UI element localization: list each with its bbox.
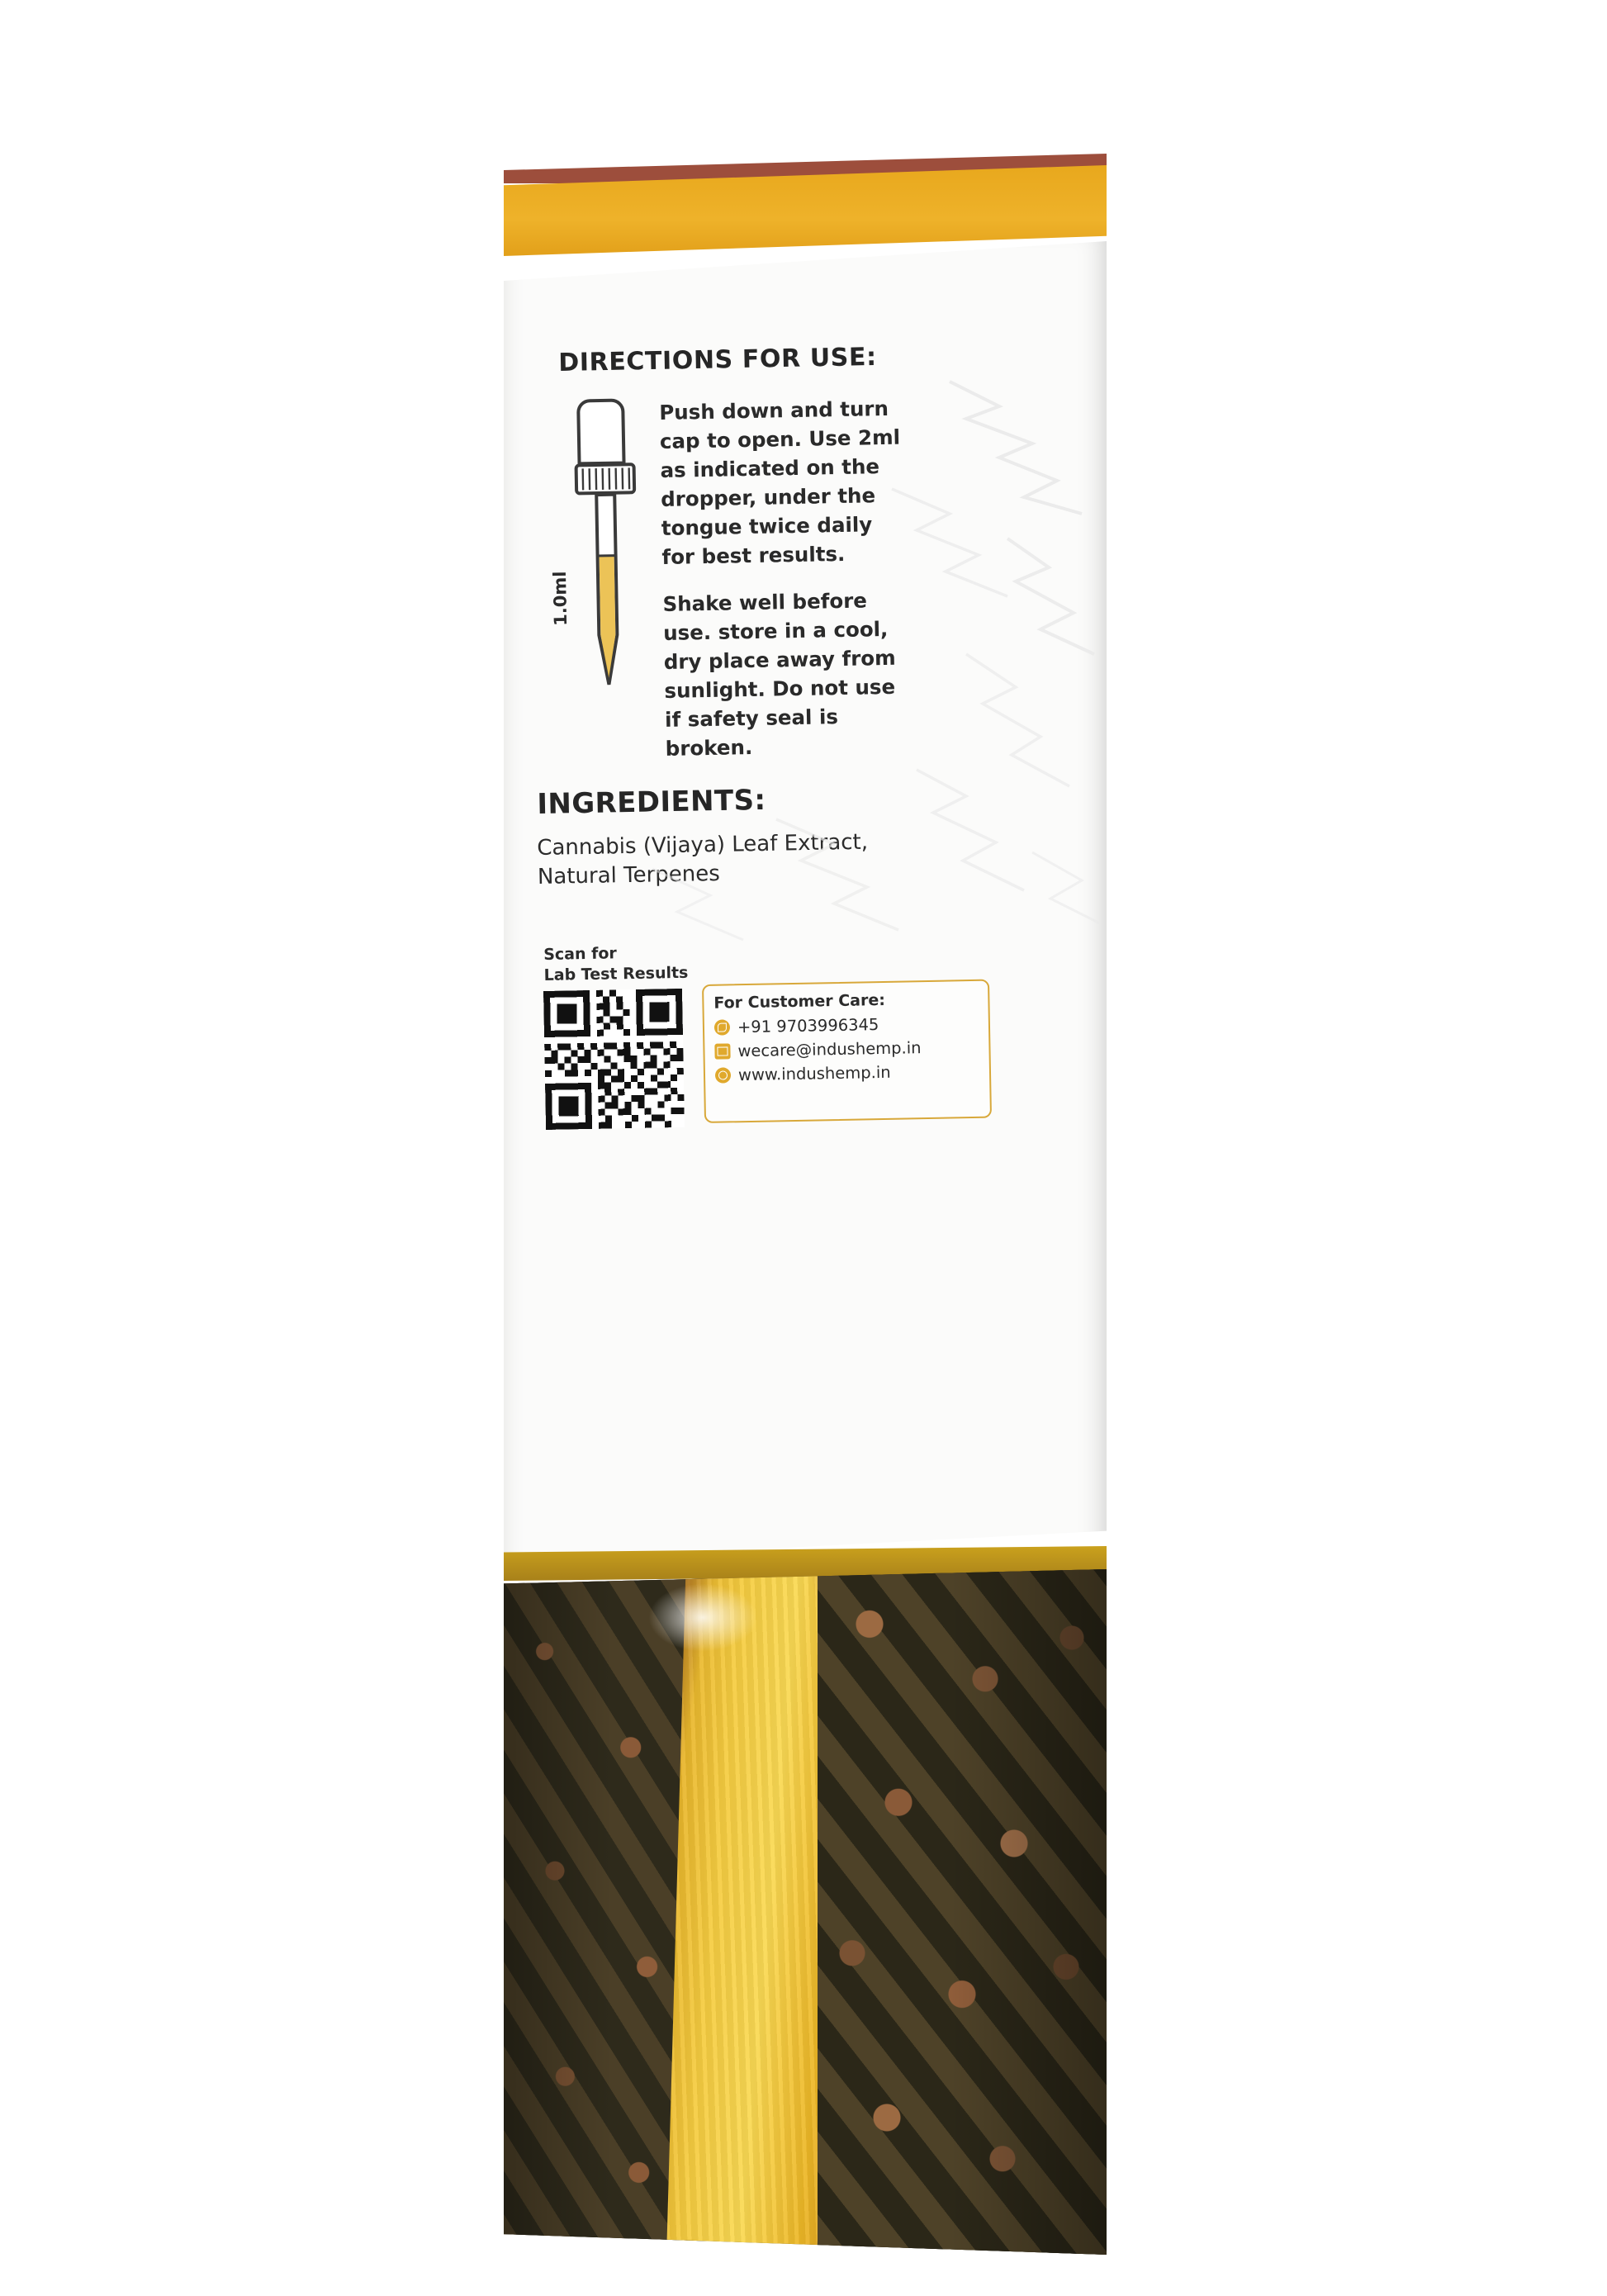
pineapple-photo-panel	[504, 1569, 1107, 2255]
dropper-icon	[553, 393, 659, 742]
directions-paragraph-1: Push down and turn cap to open. Use 2ml as indicated on the dropper, under the tongue twice daily for best results.	[659, 396, 901, 570]
scan-caption	[543, 942, 689, 986]
ingredients-title: INGREDIENTS:	[537, 783, 766, 821]
box-panel-content	[504, 241, 1107, 1563]
mail-icon	[714, 1043, 730, 1059]
pineapple-image	[504, 1569, 1107, 2255]
product-box	[489, 165, 1116, 2090]
customer-care-phone: +91 9703996345	[737, 1015, 879, 1037]
scan-caption-line-1: Scan for	[543, 944, 618, 964]
customer-care-phone-row[interactable]	[714, 1013, 979, 1037]
directions-paragraph-2: Shake well before use. store in a cool, dry place away from sunlight. Do not use if safety seal is broken.	[662, 588, 896, 761]
customer-care-website-row[interactable]	[715, 1061, 979, 1085]
customer-care-email-row[interactable]	[714, 1037, 979, 1061]
phone-icon	[714, 1019, 730, 1035]
ingredients-text: Cannabis (Vijaya) Leaf Extract, Natural Terpenes	[537, 829, 869, 890]
pineapple-shading	[504, 1569, 1107, 2255]
directions-title: DIRECTIONS FOR USE:	[558, 342, 877, 377]
qr-code-icon	[543, 989, 685, 1130]
customer-care-box	[702, 980, 992, 1123]
customer-care-title: For Customer Care:	[713, 990, 886, 1013]
customer-care-email: wecare@indushemp.in	[737, 1038, 922, 1061]
dropper-illustration	[549, 393, 659, 742]
customer-care-website: www.indushemp.in	[737, 1062, 891, 1085]
dropper-volume-label: 1.0ml	[549, 571, 571, 627]
directions-body	[659, 394, 913, 782]
qr-code[interactable]	[543, 989, 685, 1130]
globe-icon	[715, 1067, 731, 1083]
scan-caption-line-2: Lab Test Results	[543, 963, 689, 985]
